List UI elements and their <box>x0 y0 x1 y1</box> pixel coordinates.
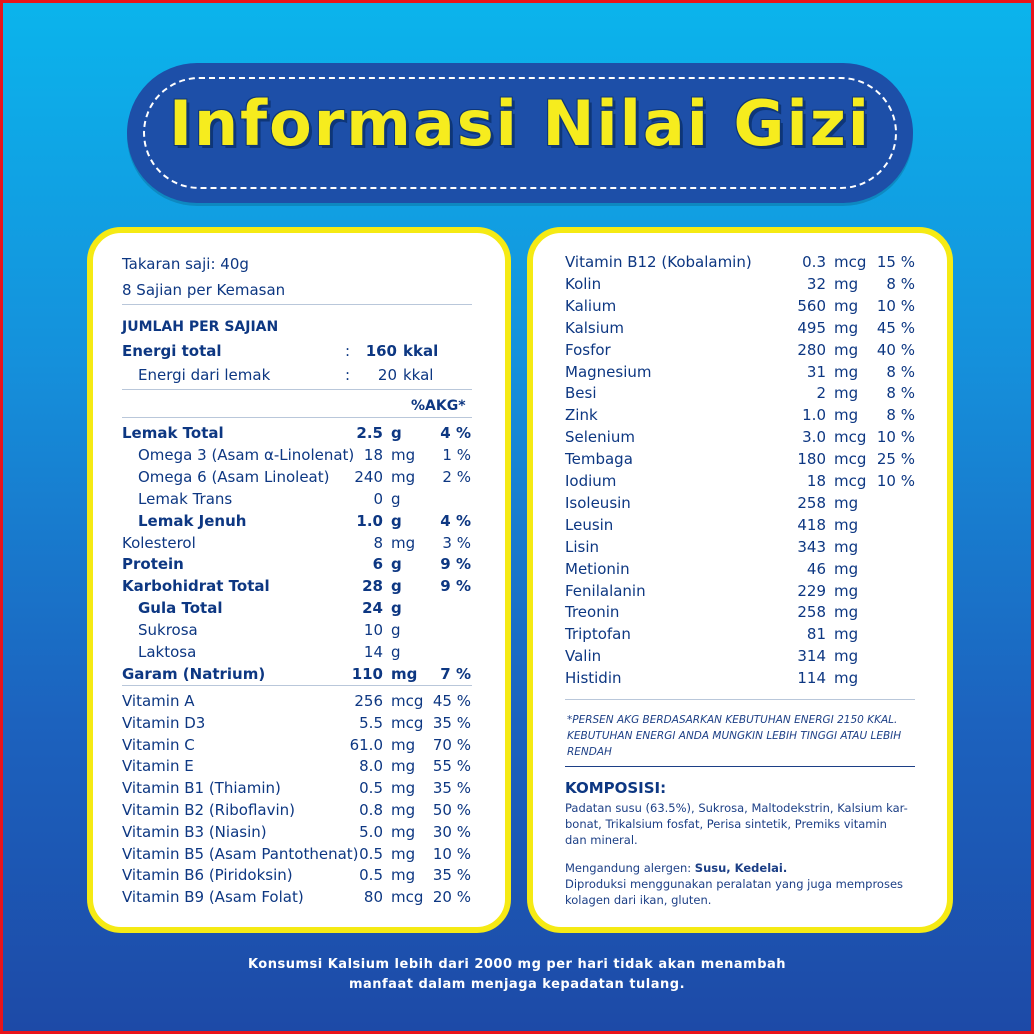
nutrient-value: 1.0 <box>802 406 826 425</box>
nutrient-akg-percent: 9 % <box>440 555 471 574</box>
nutrient-value: 1.0 <box>356 511 383 530</box>
nutrient-unit: g <box>391 643 401 661</box>
nutrient-unit: mg <box>834 362 859 381</box>
nutrient-akg-percent: 3 % <box>442 533 471 552</box>
nutrient-akg-percent: 10 % <box>876 472 915 490</box>
nutrient-value: 343 <box>797 537 826 556</box>
nutrient-name: Kolin <box>565 274 602 293</box>
process-line: Diproduksi menggunakan peralatan yang juga memproses <box>565 877 904 891</box>
nutrient-name: Magnesium <box>565 362 652 381</box>
nutrient-akg-percent: 40 % <box>876 340 915 359</box>
nutrient-unit: mcg <box>834 450 867 469</box>
nutrient-value: 180 <box>797 450 826 469</box>
nutrient-value: 0 <box>373 489 383 508</box>
nutrient-name: Tembaga <box>565 450 633 469</box>
nutrient-name: Vitamin B2 (Riboflavin) <box>122 801 296 819</box>
nutrient-akg-percent: 8 % <box>886 384 915 403</box>
nutrient-name: Vitamin B5 (Asam Pantothenat) <box>122 844 359 863</box>
nutrient-value: 560 <box>797 296 826 315</box>
nutrient-value: 280 <box>797 340 826 359</box>
divider <box>565 766 915 767</box>
nutrient-name: Vitamin B9 (Asam Folat) <box>122 888 304 907</box>
nutrient-name: Vitamin B1 (Thiamin) <box>122 779 281 798</box>
energy-fat-label: Energi dari lemak <box>138 366 271 384</box>
nutrient-akg-percent: 50 % <box>432 801 471 819</box>
allergen-label: Mengandung alergen: <box>565 861 692 875</box>
nutrient-value: 46 <box>806 559 826 578</box>
nutrient-value: 24 <box>362 599 383 618</box>
nutrient-value: 0.5 <box>359 844 383 863</box>
nutrient-value: 256 <box>354 692 383 710</box>
nutrient-value: 240 <box>354 467 383 486</box>
nutrient-value: 114 <box>797 669 826 688</box>
nutrient-value: 5.5 <box>359 713 383 732</box>
nutrient-unit: g <box>391 424 402 442</box>
nutrient-value: 229 <box>797 581 826 600</box>
nutrient-unit: mg <box>834 318 859 337</box>
nutrient-unit: mg <box>391 735 416 754</box>
nutrient-unit: mg <box>391 866 416 885</box>
nutrient-akg-percent: 55 % <box>432 757 471 776</box>
nutrient-name: Fenilalanin <box>565 581 646 600</box>
nutrient-akg-percent: 35 % <box>432 713 471 732</box>
nutrient-value: 18 <box>806 472 826 490</box>
nutrient-unit: mg <box>834 537 859 556</box>
composition-heading: KOMPOSISI: <box>565 779 667 797</box>
nutrient-name: Fosfor <box>565 340 611 359</box>
nutrient-akg-percent: 2 % <box>442 467 471 486</box>
nutrient-name: Treonin <box>565 603 620 622</box>
nutrient-name: Omega 3 (Asam α-Linolenat) <box>138 445 355 464</box>
energy-fat-value: 20 <box>377 366 397 384</box>
nutrient-akg-percent: 8 % <box>886 362 915 381</box>
nutrient-name: Vitamin E <box>122 757 194 776</box>
nutrient-name: Kalium <box>565 296 617 315</box>
nutrient-name: Metionin <box>565 559 630 578</box>
nutrient-akg-percent: 70 % <box>432 735 471 754</box>
nutrient-unit: mg <box>391 533 416 552</box>
nutrient-name: Triptofan <box>565 625 631 644</box>
nutrient-unit: mg <box>834 274 859 293</box>
nutrient-name: Protein <box>122 555 184 574</box>
allergen-line <box>565 861 787 876</box>
nutrient-unit: mg <box>834 647 859 666</box>
nutrient-akg-percent: 8 % <box>886 274 915 293</box>
nutrient-name: Vitamin D3 <box>122 713 206 732</box>
nutrient-akg-percent: 30 % <box>432 822 471 841</box>
nutrient-value: 2.5 <box>356 424 383 442</box>
nutrient-akg-percent: 7 % <box>440 664 471 683</box>
nutrient-unit: g <box>391 577 402 596</box>
nutrient-unit: mcg <box>391 713 424 732</box>
nutrient-value: 0.8 <box>359 801 383 819</box>
nutrient-value: 495 <box>797 318 826 337</box>
nutrient-value: 2 <box>816 384 826 403</box>
nutrient-name: Zink <box>565 406 598 425</box>
nutrient-value: 3.0 <box>802 428 826 447</box>
akg-note-line: KEBUTUHAN ENERGI ANDA MUNGKIN LEBIH TINGGI ATAU LEBIH <box>567 730 902 742</box>
nutrient-unit: mcg <box>834 253 867 271</box>
nutrient-unit: mg <box>834 384 859 403</box>
divider <box>122 389 472 390</box>
nutrient-value: 258 <box>797 493 826 512</box>
nutrient-value: 0.3 <box>802 253 826 271</box>
nutrient-unit: mg <box>391 757 416 776</box>
energy-total-value: 160 <box>365 342 397 360</box>
nutrient-value: 6 <box>372 555 383 574</box>
nutrient-akg-percent: 35 % <box>432 866 471 885</box>
nutrient-value: 14 <box>363 643 383 661</box>
nutrient-name: Iodium <box>565 472 617 490</box>
nutrient-unit: mg <box>391 822 416 841</box>
nutrient-unit: mcg <box>834 472 867 490</box>
nutrient-name: Laktosa <box>138 643 197 661</box>
akg-note-line: *PERSEN AKG BERDASARKAN KEBUTUHAN ENERGI 2150 KKAL. <box>567 714 898 726</box>
divider <box>565 699 915 700</box>
nutrient-unit: mcg <box>391 692 424 710</box>
nutrient-akg-percent: 10 % <box>876 296 915 315</box>
composition-line: dan mineral. <box>565 833 638 847</box>
nutrient-name: Lemak Jenuh <box>138 511 247 530</box>
nutrient-unit: mg <box>834 625 859 644</box>
nutrient-value: 81 <box>806 625 826 644</box>
nutrient-unit: mg <box>391 664 418 683</box>
nutrient-unit: g <box>391 511 402 530</box>
nutrient-value: 80 <box>363 888 383 907</box>
nutrient-unit: mg <box>834 296 859 315</box>
process-line: kolagen dari ikan, gluten. <box>565 893 712 907</box>
nutrient-value: 314 <box>797 647 826 666</box>
nutrient-unit: mg <box>391 445 416 464</box>
nutrient-name: Leusin <box>565 515 614 534</box>
nutrient-akg-percent: 8 % <box>886 406 915 425</box>
akg-note-line: RENDAH <box>567 746 612 758</box>
nutrient-value: 0.5 <box>359 866 383 885</box>
nutrient-unit: g <box>391 599 402 618</box>
nutrient-akg-percent: 10 % <box>432 844 471 863</box>
nutrient-value: 18 <box>363 445 383 464</box>
nutrient-name: Isoleusin <box>565 493 631 512</box>
energy-fat-separator: : <box>345 366 351 384</box>
nutrient-akg-percent: 4 % <box>440 511 471 530</box>
nutrient-unit: mg <box>391 467 416 486</box>
nutrient-value: 31 <box>806 362 826 381</box>
serving-size: Takaran saji: 40g <box>122 255 249 273</box>
nutrient-unit: g <box>391 489 401 508</box>
nutrient-unit: mg <box>834 581 859 600</box>
nutrient-akg-percent: 1 % <box>442 445 471 464</box>
nutrient-akg-percent: 35 % <box>432 779 471 798</box>
nutrient-value: 258 <box>797 603 826 622</box>
nutrient-akg-percent: 10 % <box>876 428 915 447</box>
energy-total-unit: kkal <box>403 342 439 360</box>
energy-total-label: Energi total <box>122 342 222 360</box>
nutrient-name: Omega 6 (Asam Linoleat) <box>138 467 330 486</box>
nutrient-name: Besi <box>565 384 597 403</box>
nutrient-name: Vitamin B6 (Piridoksin) <box>122 866 293 885</box>
energy-fat-unit: kkal <box>403 366 434 384</box>
nutrient-name: Kolesterol <box>122 533 196 552</box>
nutrient-value: 5.0 <box>359 822 383 841</box>
nutrient-name: Selenium <box>565 428 635 447</box>
nutrition-panel-right <box>527 227 953 933</box>
title-badge <box>127 63 913 203</box>
nutrient-value: 32 <box>806 274 826 293</box>
nutrient-unit: mg <box>834 515 859 534</box>
nutrient-value: 418 <box>797 515 826 534</box>
nutrient-akg-percent: 15 % <box>876 253 915 271</box>
footer-line: manfaat dalam menjaga kepadatan tulang. <box>348 977 686 992</box>
divider <box>122 304 472 305</box>
nutrient-value: 110 <box>351 664 383 683</box>
composition-line: bonat, Trikalsium fosfat, Perisa sintetik, Premiks vitamin <box>565 817 887 831</box>
nutrient-value: 8.0 <box>359 757 383 776</box>
amount-per-serving-heading: JUMLAH PER SAJIAN <box>122 319 279 335</box>
nutrient-unit: mg <box>391 801 416 819</box>
nutrient-name: Valin <box>565 647 602 666</box>
akg-header: %AKG* <box>411 398 466 414</box>
nutrient-value: 8 <box>373 533 383 552</box>
nutrient-name: Lemak Total <box>122 424 224 442</box>
divider <box>122 417 472 418</box>
nutrient-unit: mg <box>834 406 859 425</box>
nutrient-name: Gula Total <box>138 599 223 618</box>
nutrient-name: Karbohidrat Total <box>122 577 270 596</box>
nutrient-akg-percent: 25 % <box>876 450 915 469</box>
nutrient-name: Kalsium <box>565 318 625 337</box>
nutrient-value: 0.5 <box>359 779 383 798</box>
nutrient-name: Garam (Natrium) <box>122 664 266 683</box>
nutrition-panel-left <box>87 227 511 933</box>
nutrient-unit: mg <box>391 844 416 863</box>
nutrient-name: Vitamin B3 (Niasin) <box>122 822 267 841</box>
nutrient-akg-percent: 45 % <box>432 692 471 710</box>
nutrient-akg-percent: 20 % <box>432 888 471 907</box>
allergen-value: Susu, Kedelai. <box>694 861 788 875</box>
nutrient-unit: mg <box>834 559 859 578</box>
nutrient-unit: mg <box>834 669 859 688</box>
nutrient-name: Sukrosa <box>138 621 198 640</box>
divider <box>122 685 472 686</box>
nutrient-value: 28 <box>362 577 383 596</box>
page-title: Informasi Nilai Gizi <box>168 87 872 160</box>
nutrient-akg-percent: 4 % <box>440 424 471 442</box>
nutrient-unit: g <box>391 555 402 574</box>
nutrient-name: Lisin <box>565 537 600 556</box>
servings-per-pack: 8 Sajian per Kemasan <box>122 281 286 299</box>
nutrient-name: Vitamin B12 (Kobalamin) <box>565 253 752 271</box>
nutrient-name: Histidin <box>565 669 622 688</box>
nutrient-unit: mg <box>391 779 416 798</box>
nutrient-unit: mg <box>834 340 859 359</box>
footer-line: Konsumsi Kalsium lebih dari 2000 mg per hari tidak akan menambah <box>247 957 787 972</box>
nutrient-unit: g <box>391 621 401 640</box>
energy-total-separator: : <box>345 342 351 360</box>
nutrient-unit: mg <box>834 493 859 512</box>
nutrient-unit: mg <box>834 603 859 622</box>
nutrient-value: 61.0 <box>349 735 383 754</box>
nutrient-name: Vitamin A <box>122 692 195 710</box>
nutrient-akg-percent: 9 % <box>440 577 471 596</box>
composition-line: Padatan susu (63.5%), Sukrosa, Maltodekstrin, Kalsium kar- <box>565 801 908 815</box>
nutrient-unit: mcg <box>391 888 424 907</box>
nutrient-value: 10 <box>363 621 383 640</box>
nutrient-name: Lemak Trans <box>138 489 233 508</box>
nutrient-unit: mcg <box>834 428 867 447</box>
nutrient-akg-percent: 45 % <box>876 318 915 337</box>
nutrient-name: Vitamin C <box>122 735 195 754</box>
